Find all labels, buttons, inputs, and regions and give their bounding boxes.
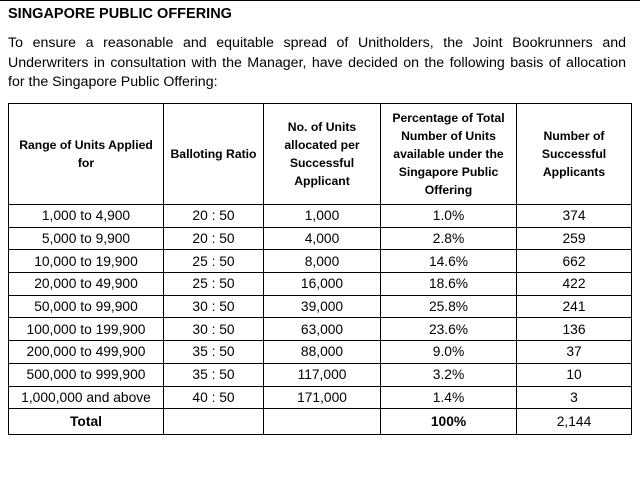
- total-label: Total: [9, 409, 164, 435]
- cell-applicants: 136: [517, 318, 632, 341]
- cell-ratio: 40 : 50: [164, 386, 264, 409]
- header-ratio: Balloting Ratio: [164, 104, 264, 205]
- cell-range: 50,000 to 99,900: [9, 295, 164, 318]
- table-header-row: [9, 104, 632, 205]
- cell-ratio: 30 : 50: [164, 318, 264, 341]
- cell-ratio: 25 : 50: [164, 273, 264, 296]
- cell-units: 171,000: [264, 386, 381, 409]
- cell-range: 200,000 to 499,900: [9, 341, 164, 364]
- total-ratio: [164, 409, 264, 435]
- cell-units: 4,000: [264, 227, 381, 250]
- table-row: [9, 295, 632, 318]
- cell-percentage: 1.0%: [381, 205, 517, 228]
- cell-percentage: 18.6%: [381, 273, 517, 296]
- cell-percentage: 2.8%: [381, 227, 517, 250]
- table-row: [9, 363, 632, 386]
- cell-percentage: 3.2%: [381, 363, 517, 386]
- cell-range: 500,000 to 999,900: [9, 363, 164, 386]
- cell-percentage: 25.8%: [381, 295, 517, 318]
- cell-units: 8,000: [264, 250, 381, 273]
- cell-ratio: 20 : 50: [164, 205, 264, 228]
- top-rule: [0, 0, 640, 1]
- cell-applicants: 241: [517, 295, 632, 318]
- total-applicants: 2,144: [517, 409, 632, 435]
- table-row: [9, 318, 632, 341]
- table-row: [9, 386, 632, 409]
- cell-applicants: 662: [517, 250, 632, 273]
- cell-applicants: 374: [517, 205, 632, 228]
- header-range: Range of Units Applied for: [9, 104, 164, 205]
- cell-applicants: 10: [517, 363, 632, 386]
- cell-applicants: 3: [517, 386, 632, 409]
- intro-paragraph: To ensure a reasonable and equitable spread of Unitholders, the Joint Bookrunners and Underwriters in consultation with the Manager, have decided on the following basis of allocation for the Singapore Public Offering:: [8, 35, 626, 90]
- cell-percentage: 1.4%: [381, 386, 517, 409]
- total-units: [264, 409, 381, 435]
- total-percentage: 100%: [381, 409, 517, 435]
- table-row: [9, 341, 632, 364]
- cell-range: 5,000 to 9,900: [9, 227, 164, 250]
- table-row: [9, 227, 632, 250]
- cell-range: 100,000 to 199,900: [9, 318, 164, 341]
- cell-ratio: 30 : 50: [164, 295, 264, 318]
- header-applicants: Number of Successful Applicants: [517, 104, 632, 205]
- total-row: [9, 409, 632, 435]
- cell-percentage: 23.6%: [381, 318, 517, 341]
- cell-ratio: 25 : 50: [164, 250, 264, 273]
- cell-ratio: 35 : 50: [164, 341, 264, 364]
- table-row: [9, 273, 632, 296]
- cell-applicants: 422: [517, 273, 632, 296]
- table-row: [9, 205, 632, 228]
- header-units: No. of Units allocated per Successful Applicant: [264, 104, 381, 205]
- cell-units: 63,000: [264, 318, 381, 341]
- cell-units: 39,000: [264, 295, 381, 318]
- allocation-table: [8, 103, 632, 435]
- cell-percentage: 14.6%: [381, 250, 517, 273]
- cell-applicants: 259: [517, 227, 632, 250]
- cell-units: 88,000: [264, 341, 381, 364]
- table-row: [9, 250, 632, 273]
- cell-units: 1,000: [264, 205, 381, 228]
- cell-units: 16,000: [264, 273, 381, 296]
- cell-percentage: 9.0%: [381, 341, 517, 364]
- cell-ratio: 20 : 50: [164, 227, 264, 250]
- cell-range: 1,000,000 and above: [9, 386, 164, 409]
- cell-range: 20,000 to 49,900: [9, 273, 164, 296]
- cell-range: 1,000 to 4,900: [9, 205, 164, 228]
- cell-range: 10,000 to 19,900: [9, 250, 164, 273]
- section-heading: SINGAPORE PUBLIC OFFERING: [8, 6, 232, 22]
- header-percentage: Percentage of Total Number of Units available under the Singapore Public Offering: [381, 104, 517, 205]
- cell-applicants: 37: [517, 341, 632, 364]
- cell-ratio: 35 : 50: [164, 363, 264, 386]
- cell-units: 117,000: [264, 363, 381, 386]
